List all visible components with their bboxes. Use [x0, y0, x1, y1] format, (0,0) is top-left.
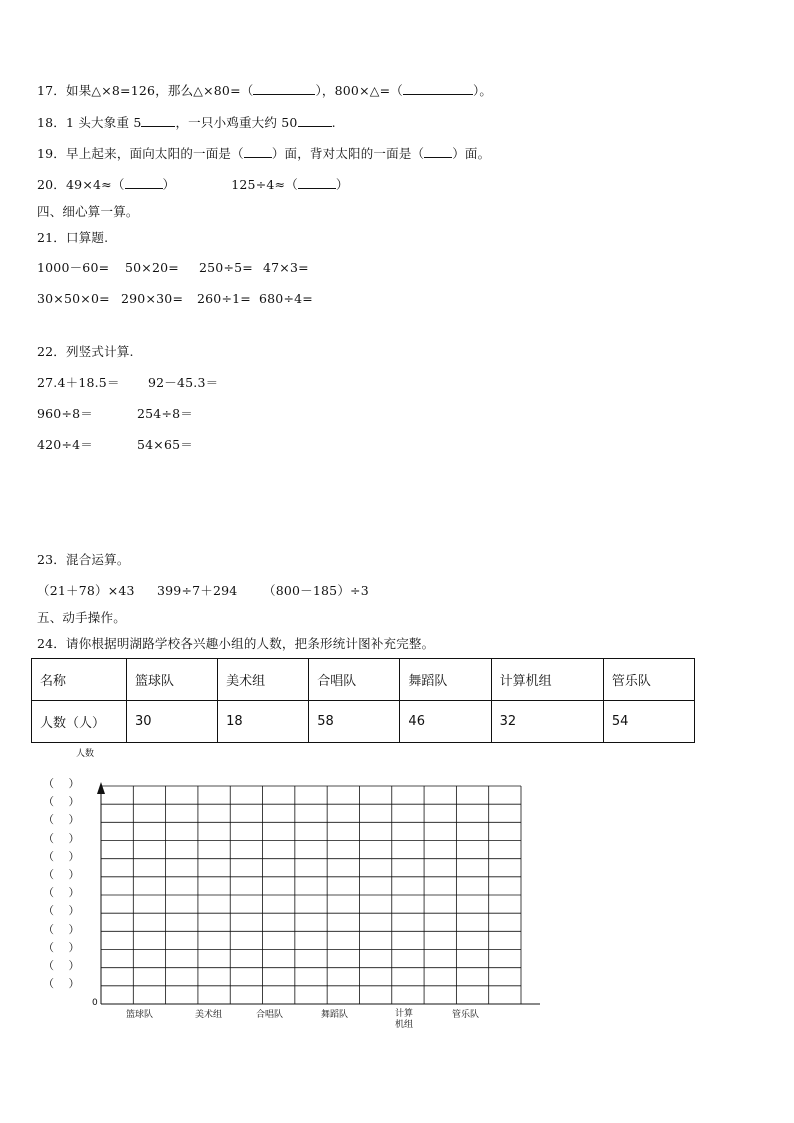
y-tick-placeholder[interactable]: （ ）: [43, 868, 80, 881]
answer-blank[interactable]: [403, 82, 473, 95]
y-tick-placeholder[interactable]: （ ）: [43, 849, 80, 863]
q21-row-2: 30×50×0= 290×30= 260÷1= 680÷4=: [37, 291, 313, 306]
q23-row: （21＋78）×43 399÷7＋294 （800－185）÷3: [37, 583, 369, 598]
y-tick-placeholder[interactable]: （ ）: [43, 922, 80, 936]
table-cell: 58: [309, 701, 400, 743]
answer-blank[interactable]: [244, 145, 272, 158]
y-tick-placeholder[interactable]: （ ）: [43, 831, 80, 845]
question-19: 19．早上起来，面向太阳的一面是（ ）面，背对太阳的一面是（ ）面。: [37, 146, 491, 161]
table-cell: 管乐队: [603, 659, 694, 701]
table-cell: 舞蹈队: [400, 659, 491, 701]
x-label-art: 美术组: [195, 1010, 223, 1020]
q22-row-2: 960÷8＝ 254÷8＝: [37, 406, 193, 421]
table-cell: 18: [218, 701, 309, 743]
x-label-basketball: 篮球队: [126, 1010, 154, 1020]
x-label-computer-1: 计算: [395, 1009, 414, 1019]
table-cell: 人数（人）: [32, 701, 127, 743]
answer-blank[interactable]: [298, 114, 332, 127]
y-tick-placeholder[interactable]: （ ）: [43, 977, 80, 991]
answer-blank[interactable]: [253, 82, 315, 95]
question-22: 22．列竖式计算.: [37, 344, 134, 359]
table-cell: 篮球队: [127, 659, 218, 701]
table-row: [32, 701, 695, 743]
bar-chart-grid[interactable]: [90, 760, 542, 1010]
section-4-heading: 四、细心算一算。: [37, 204, 139, 219]
y-tick-placeholder[interactable]: （ ）: [43, 813, 80, 827]
y-tick-placeholder[interactable]: （ ）: [43, 795, 80, 809]
question-23: 23．混合运算。: [37, 552, 130, 567]
y-tick-placeholder[interactable]: （ ）: [43, 940, 80, 954]
y-axis-arrow: [97, 782, 105, 794]
table-cell: 54: [603, 701, 694, 743]
x-label-computer-2: 机组: [395, 1020, 414, 1030]
answer-blank[interactable]: [141, 114, 175, 127]
table-header-row: [32, 659, 695, 701]
x-label-dance: 舞蹈队: [321, 1010, 349, 1020]
y-tick-placeholder[interactable]: （ ）: [43, 959, 80, 972]
table-cell: 美术组: [218, 659, 309, 701]
table-cell: 合唱队: [309, 659, 400, 701]
x-label-band: 管乐队: [452, 1010, 480, 1020]
y-tick-placeholder[interactable]: （ ）: [43, 886, 80, 900]
q22-row-3: 420÷4＝ 54×65＝: [37, 437, 193, 452]
q21-row-1: 1000－60= 50×20= 250÷5= 47×3=: [37, 260, 309, 275]
x-label-choir: 合唱队: [256, 1010, 284, 1020]
y-axis-label: 人数: [76, 749, 95, 759]
answer-blank[interactable]: [424, 145, 452, 158]
y-tick-placeholder[interactable]: （ ）: [43, 904, 80, 918]
y-tick-placeholder[interactable]: （ ）: [43, 777, 80, 790]
table-cell: 计算机组: [491, 659, 603, 701]
table-cell: 46: [400, 701, 491, 743]
section-5-heading: 五、动手操作。: [37, 610, 126, 625]
interest-group-table: [31, 658, 695, 743]
question-18: 18．1 头大象重 5 ，一只小鸡重大约 50 .: [37, 115, 336, 130]
question-20: 20．49×4≈（ ） 125÷4≈（ ）: [37, 177, 349, 192]
question-24: 24．请你根据明湖路学校各兴趣小组的人数，把条形统计图补充完整。: [37, 636, 435, 651]
answer-blank[interactable]: [298, 176, 336, 189]
answer-blank[interactable]: [125, 176, 163, 189]
table-cell: 名称: [32, 659, 127, 701]
question-number: 17．: [37, 83, 67, 98]
origin-label: 0: [92, 998, 98, 1008]
question-17: 17．如果△×8=126，那么△×80=（ ），800×△=（ ）。: [37, 83, 493, 98]
question-21: 21．口算题.: [37, 230, 109, 245]
table-cell: 32: [491, 701, 603, 743]
table-cell: 30: [127, 701, 218, 743]
q22-row-1: 27.4＋18.5＝ 92－45.3＝: [37, 375, 219, 390]
